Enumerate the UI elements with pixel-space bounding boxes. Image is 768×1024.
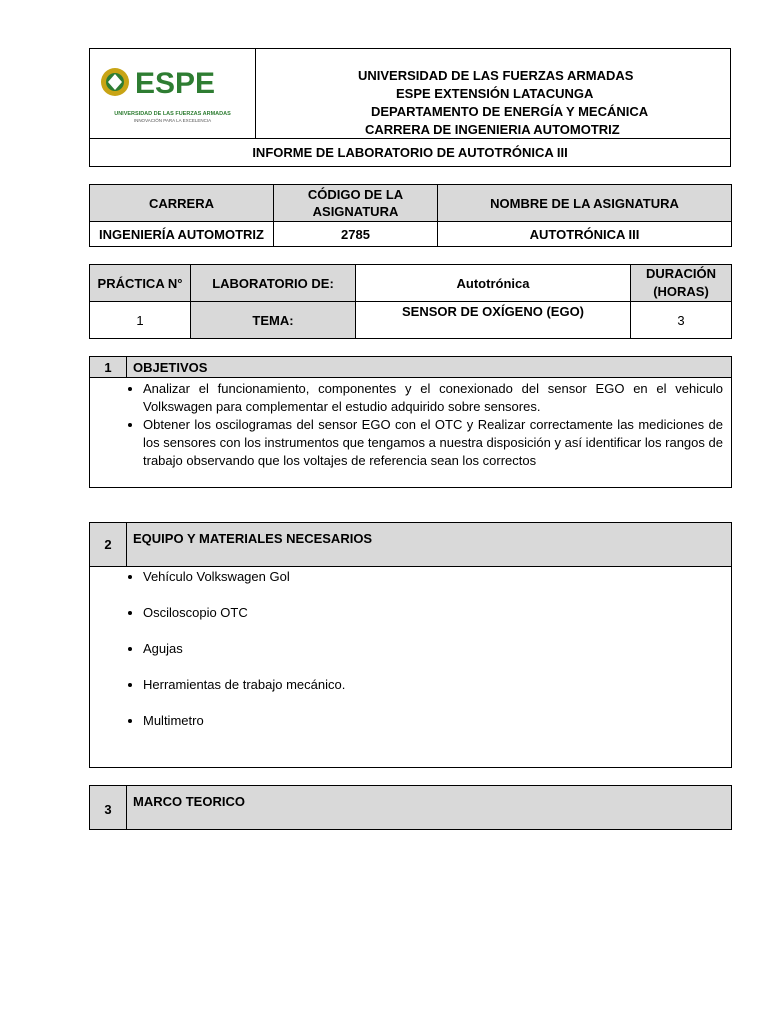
list-item: • Analizar el funcionamiento, componentes y el conexionado del sensor EGO en el vehiculo Volkswagen para complementar el estudio adquirido sobre sensores.: [143, 380, 723, 416]
materials-body: [90, 567, 732, 768]
logo-cell: [90, 49, 256, 139]
logo-subtitle: UNIVERSIDAD DE LAS FUERZAS ARMADAS: [114, 110, 231, 117]
section-number: 3: [90, 786, 127, 830]
header-carrera: CARRERA: [90, 185, 274, 222]
value-laboratorio: Autotrónica: [356, 265, 631, 302]
section-title: OBJETIVOS: [127, 357, 732, 378]
section-title: MARCO TEORICO: [127, 786, 732, 830]
header-nombre: NOMBRE DE LA ASIGNATURA: [438, 185, 732, 222]
section-objetivos: [89, 356, 732, 488]
header-laboratorio: LABORATORIO DE:: [191, 265, 356, 302]
department-name: DEPARTAMENTO DE ENERGÍA Y MECÁNICA: [371, 104, 649, 119]
objectives-list: [90, 380, 731, 470]
value-codigo: 2785: [274, 222, 438, 247]
campus-name: ESPE EXTENSIÓN LATACUNGA: [396, 86, 594, 101]
list-item: • Obtener los oscilogramas del sensor EGO con el OTC y Realizar correctamente las mediciones de los sensores con los instrumentos que tengamos a nuestra disposición y así identificar los rangos de trabajo observando que los voltajes de referencia sean los correctos: [143, 416, 723, 470]
header-codigo: CÓDIGO DE LA ASIGNATURA: [274, 185, 438, 222]
value-duracion: 3: [631, 302, 732, 339]
logo-text: ESPE: [134, 66, 215, 100]
practice-table: [89, 264, 732, 339]
header-tema: TEMA:: [191, 302, 356, 339]
value-carrera: INGENIERÍA AUTOMOTRIZ: [90, 222, 274, 247]
value-tema: SENSOR DE OXÍGENO (EGO): [356, 302, 631, 339]
value-practica: 1: [90, 302, 191, 339]
section-title: EQUIPO Y MATERIALES NECESARIOS: [127, 523, 732, 567]
career-name: CARRERA DE INGENIERIA AUTOMOTRIZ: [365, 122, 620, 137]
section-equipo: [89, 522, 732, 768]
section-number: 2: [90, 523, 127, 567]
list-item: • Vehículo Volkswagen Gol: [143, 568, 723, 586]
institution-cell: [256, 49, 731, 139]
list-item: • Multimetro: [143, 712, 723, 730]
materials-list: [90, 568, 731, 730]
section-marco-teorico: [89, 785, 732, 830]
subject-table: [89, 184, 732, 247]
list-item: • Osciloscopio OTC: [143, 604, 723, 622]
header-practica: PRÁCTICA N°: [90, 265, 191, 302]
report-title: INFORME DE LABORATORIO DE AUTOTRÓNICA III: [90, 139, 731, 167]
institution-name: UNIVERSIDAD DE LAS FUERZAS ARMADAS: [358, 68, 634, 83]
section-number: 1: [90, 357, 127, 378]
objectives-body: [90, 378, 732, 488]
logo-tagline: INNOVACIÓN PARA LA EXCELENCIA: [133, 117, 212, 123]
header-table: [89, 48, 731, 167]
header-duracion: DURACIÓN (HORAS): [631, 265, 732, 302]
value-nombre: AUTOTRÓNICA III: [438, 222, 732, 247]
espe-logo: [95, 64, 251, 108]
list-item: • Herramientas de trabajo mecánico.: [143, 676, 723, 694]
list-item: • Agujas: [143, 640, 723, 658]
